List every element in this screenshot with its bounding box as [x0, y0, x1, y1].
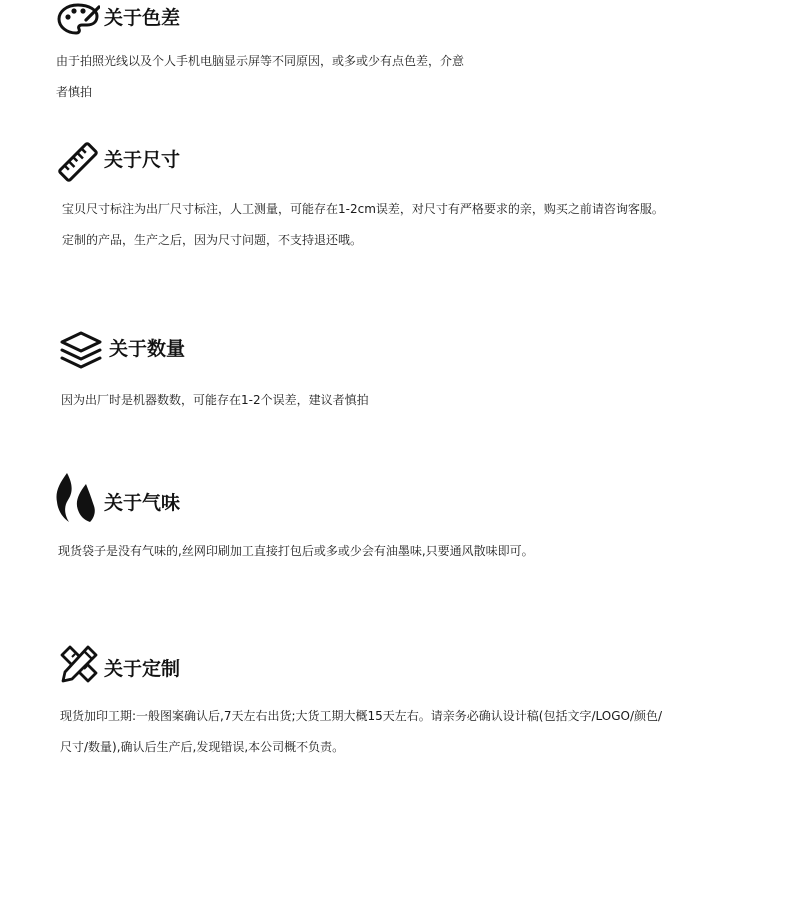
section-title: 关于数量 — [109, 338, 186, 360]
pencil-ruler-icon — [60, 645, 98, 683]
section-text-line: 定制的产品，生产之后，因为尺寸问题，不支持退还哦。 — [62, 233, 363, 247]
palette-icon — [56, 2, 100, 36]
section-text-line: 现货加印工期:一般图案确认后,7天左右出货;大货工期大概15天左右。请亲务必确认设计稿(包括文字/LOGO/颜色/ — [60, 709, 663, 723]
section-text-line: 者慎拍 — [56, 85, 93, 99]
section-text-line: 现货袋子是没有气味的,丝网印刷加工直接打包后或多或少会有油墨味,只要通风散味即可。 — [58, 544, 534, 558]
section-title: 关于气味 — [104, 492, 181, 514]
ruler-icon — [57, 141, 99, 183]
section-text-line: 宝贝尺寸标注为出厂尺寸标注，人工测量，可能存在1-2cm误差，对尺寸有严格要求的亲，购买之前请咨询客服。 — [62, 202, 664, 216]
layers-icon — [59, 330, 103, 370]
section-title: 关于定制 — [104, 658, 181, 680]
section-text-line: 尺寸/数量),确认后生产后,发现错误,本公司概不负责。 — [60, 740, 345, 754]
flame-icon — [54, 472, 98, 524]
section-text-line: 因为出厂时是机器数数，可能存在1-2个误差，建议者慎拍 — [61, 393, 369, 407]
section-title: 关于色差 — [104, 7, 181, 29]
section-title: 关于尺寸 — [104, 149, 181, 171]
section-text-line: 由于拍照光线以及个人手机电脑显示屏等不同原因，或多或少有点色差，介意 — [56, 54, 465, 68]
